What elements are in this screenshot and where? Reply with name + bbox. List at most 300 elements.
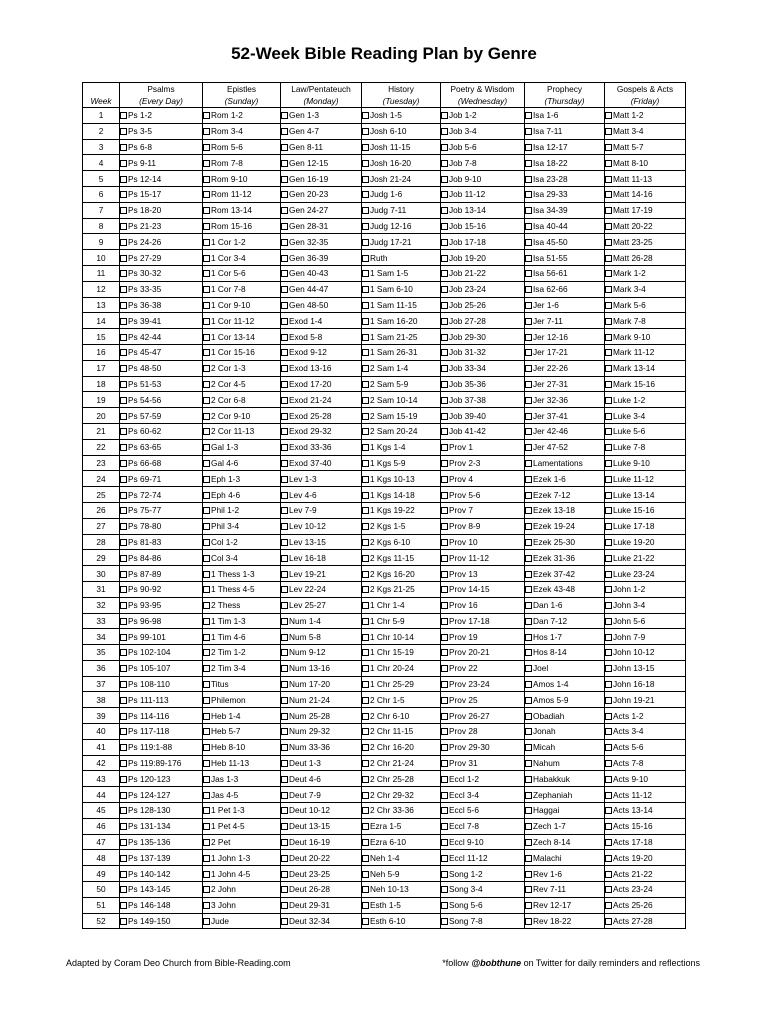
reading-cell[interactable]: [362, 297, 441, 313]
checkbox-icon[interactable]: [281, 823, 288, 830]
checkbox-icon[interactable]: [525, 902, 532, 909]
checkbox-icon[interactable]: [605, 365, 612, 372]
reading-cell[interactable]: [441, 250, 525, 266]
checkbox-icon[interactable]: [525, 713, 532, 720]
checkbox-icon[interactable]: [441, 649, 448, 656]
reading-cell[interactable]: [362, 897, 441, 913]
reading-cell[interactable]: [203, 581, 281, 597]
reading-cell[interactable]: [525, 882, 605, 898]
checkbox-icon[interactable]: [120, 191, 127, 198]
reading-cell[interactable]: [203, 455, 281, 471]
reading-cell[interactable]: [605, 676, 686, 692]
reading-cell[interactable]: [441, 787, 525, 803]
checkbox-icon[interactable]: [605, 713, 612, 720]
reading-cell[interactable]: [203, 439, 281, 455]
reading-cell[interactable]: [203, 313, 281, 329]
reading-cell[interactable]: [441, 408, 525, 424]
reading-cell[interactable]: [441, 234, 525, 250]
checkbox-icon[interactable]: [120, 728, 127, 735]
checkbox-icon[interactable]: [362, 239, 369, 246]
checkbox-icon[interactable]: [362, 792, 369, 799]
checkbox-icon[interactable]: [605, 681, 612, 688]
reading-cell[interactable]: [441, 660, 525, 676]
checkbox-icon[interactable]: [203, 634, 210, 641]
checkbox-icon[interactable]: [281, 144, 288, 151]
checkbox-icon[interactable]: [525, 460, 532, 467]
reading-cell[interactable]: [203, 471, 281, 487]
checkbox-icon[interactable]: [441, 286, 448, 293]
reading-cell[interactable]: [441, 439, 525, 455]
reading-cell[interactable]: [441, 834, 525, 850]
reading-cell[interactable]: [525, 250, 605, 266]
checkbox-icon[interactable]: [362, 318, 369, 325]
reading-cell[interactable]: [605, 724, 686, 740]
reading-cell[interactable]: [362, 471, 441, 487]
checkbox-icon[interactable]: [441, 539, 448, 546]
checkbox-icon[interactable]: [605, 128, 612, 135]
checkbox-icon[interactable]: [120, 602, 127, 609]
checkbox-icon[interactable]: [203, 255, 210, 262]
reading-cell[interactable]: [203, 613, 281, 629]
reading-cell[interactable]: [203, 139, 281, 155]
reading-cell[interactable]: [203, 265, 281, 281]
checkbox-icon[interactable]: [120, 839, 127, 846]
reading-cell[interactable]: [281, 676, 362, 692]
reading-cell[interactable]: [605, 171, 686, 187]
reading-cell[interactable]: [362, 139, 441, 155]
reading-cell[interactable]: [441, 329, 525, 345]
reading-cell[interactable]: [281, 155, 362, 171]
reading-cell[interactable]: [120, 108, 203, 124]
checkbox-icon[interactable]: [441, 507, 448, 514]
checkbox-icon[interactable]: [203, 444, 210, 451]
reading-cell[interactable]: [441, 566, 525, 582]
reading-cell[interactable]: [605, 455, 686, 471]
reading-cell[interactable]: [605, 787, 686, 803]
checkbox-icon[interactable]: [441, 270, 448, 277]
checkbox-icon[interactable]: [281, 918, 288, 925]
reading-cell[interactable]: [281, 550, 362, 566]
reading-cell[interactable]: [441, 487, 525, 503]
checkbox-icon[interactable]: [120, 618, 127, 625]
reading-cell[interactable]: [203, 566, 281, 582]
checkbox-icon[interactable]: [203, 697, 210, 704]
checkbox-icon[interactable]: [605, 586, 612, 593]
reading-cell[interactable]: [281, 850, 362, 866]
checkbox-icon[interactable]: [281, 776, 288, 783]
reading-cell[interactable]: [362, 771, 441, 787]
reading-cell[interactable]: [605, 439, 686, 455]
reading-cell[interactable]: [120, 313, 203, 329]
checkbox-icon[interactable]: [525, 160, 532, 167]
checkbox-icon[interactable]: [203, 191, 210, 198]
reading-cell[interactable]: [120, 534, 203, 550]
reading-cell[interactable]: [362, 660, 441, 676]
reading-cell[interactable]: [203, 408, 281, 424]
checkbox-icon[interactable]: [441, 760, 448, 767]
checkbox-icon[interactable]: [281, 365, 288, 372]
reading-cell[interactable]: [441, 882, 525, 898]
reading-cell[interactable]: [605, 186, 686, 202]
reading-cell[interactable]: [525, 471, 605, 487]
reading-cell[interactable]: [605, 708, 686, 724]
reading-cell[interactable]: [362, 882, 441, 898]
reading-cell[interactable]: [120, 676, 203, 692]
checkbox-icon[interactable]: [525, 286, 532, 293]
reading-cell[interactable]: [120, 818, 203, 834]
checkbox-icon[interactable]: [203, 476, 210, 483]
checkbox-icon[interactable]: [362, 555, 369, 562]
checkbox-icon[interactable]: [120, 586, 127, 593]
reading-cell[interactable]: [203, 850, 281, 866]
reading-cell[interactable]: [362, 818, 441, 834]
checkbox-icon[interactable]: [362, 302, 369, 309]
reading-cell[interactable]: [362, 692, 441, 708]
checkbox-icon[interactable]: [120, 886, 127, 893]
reading-cell[interactable]: [120, 882, 203, 898]
reading-cell[interactable]: [120, 297, 203, 313]
checkbox-icon[interactable]: [203, 744, 210, 751]
checkbox-icon[interactable]: [441, 223, 448, 230]
reading-cell[interactable]: [441, 155, 525, 171]
checkbox-icon[interactable]: [525, 634, 532, 641]
checkbox-icon[interactable]: [525, 318, 532, 325]
checkbox-icon[interactable]: [362, 713, 369, 720]
checkbox-icon[interactable]: [203, 428, 210, 435]
reading-cell[interactable]: [605, 818, 686, 834]
checkbox-icon[interactable]: [525, 760, 532, 767]
checkbox-icon[interactable]: [605, 112, 612, 119]
checkbox-icon[interactable]: [362, 523, 369, 530]
checkbox-icon[interactable]: [605, 523, 612, 530]
checkbox-icon[interactable]: [441, 239, 448, 246]
reading-cell[interactable]: [120, 866, 203, 882]
reading-cell[interactable]: [120, 155, 203, 171]
checkbox-icon[interactable]: [281, 902, 288, 909]
reading-cell[interactable]: [120, 265, 203, 281]
reading-cell[interactable]: [362, 202, 441, 218]
reading-cell[interactable]: [525, 360, 605, 376]
reading-cell[interactable]: [203, 818, 281, 834]
reading-cell[interactable]: [281, 581, 362, 597]
reading-cell[interactable]: [441, 739, 525, 755]
checkbox-icon[interactable]: [525, 397, 532, 404]
checkbox-icon[interactable]: [525, 697, 532, 704]
reading-cell[interactable]: [525, 897, 605, 913]
checkbox-icon[interactable]: [120, 571, 127, 578]
reading-cell[interactable]: [605, 423, 686, 439]
checkbox-icon[interactable]: [362, 618, 369, 625]
reading-cell[interactable]: [281, 613, 362, 629]
checkbox-icon[interactable]: [525, 886, 532, 893]
reading-cell[interactable]: [120, 502, 203, 518]
reading-cell[interactable]: [120, 392, 203, 408]
reading-cell[interactable]: [525, 155, 605, 171]
checkbox-icon[interactable]: [203, 776, 210, 783]
checkbox-icon[interactable]: [203, 871, 210, 878]
checkbox-icon[interactable]: [605, 444, 612, 451]
checkbox-icon[interactable]: [525, 792, 532, 799]
reading-cell[interactable]: [441, 218, 525, 234]
reading-cell[interactable]: [362, 171, 441, 187]
reading-cell[interactable]: [281, 376, 362, 392]
checkbox-icon[interactable]: [203, 728, 210, 735]
checkbox-icon[interactable]: [362, 160, 369, 167]
reading-cell[interactable]: [441, 676, 525, 692]
reading-cell[interactable]: [441, 376, 525, 392]
checkbox-icon[interactable]: [281, 112, 288, 119]
reading-cell[interactable]: [441, 692, 525, 708]
reading-cell[interactable]: [281, 250, 362, 266]
checkbox-icon[interactable]: [120, 397, 127, 404]
reading-cell[interactable]: [203, 534, 281, 550]
checkbox-icon[interactable]: [120, 476, 127, 483]
reading-cell[interactable]: [281, 186, 362, 202]
reading-cell[interactable]: [362, 313, 441, 329]
checkbox-icon[interactable]: [362, 744, 369, 751]
checkbox-icon[interactable]: [203, 318, 210, 325]
checkbox-icon[interactable]: [605, 176, 612, 183]
checkbox-icon[interactable]: [525, 571, 532, 578]
reading-cell[interactable]: [281, 866, 362, 882]
checkbox-icon[interactable]: [281, 176, 288, 183]
reading-cell[interactable]: [203, 550, 281, 566]
checkbox-icon[interactable]: [281, 444, 288, 451]
reading-cell[interactable]: [441, 455, 525, 471]
reading-cell[interactable]: [525, 818, 605, 834]
reading-cell[interactable]: [281, 455, 362, 471]
reading-cell[interactable]: [441, 502, 525, 518]
checkbox-icon[interactable]: [281, 492, 288, 499]
checkbox-icon[interactable]: [441, 744, 448, 751]
reading-cell[interactable]: [203, 803, 281, 819]
reading-cell[interactable]: [120, 376, 203, 392]
reading-cell[interactable]: [525, 534, 605, 550]
reading-cell[interactable]: [441, 202, 525, 218]
reading-cell[interactable]: [525, 850, 605, 866]
reading-cell[interactable]: [203, 676, 281, 692]
checkbox-icon[interactable]: [362, 665, 369, 672]
checkbox-icon[interactable]: [362, 492, 369, 499]
reading-cell[interactable]: [203, 739, 281, 755]
checkbox-icon[interactable]: [203, 128, 210, 135]
reading-cell[interactable]: [120, 581, 203, 597]
reading-cell[interactable]: [441, 897, 525, 913]
reading-cell[interactable]: [281, 724, 362, 740]
checkbox-icon[interactable]: [525, 492, 532, 499]
reading-cell[interactable]: [605, 755, 686, 771]
reading-cell[interactable]: [605, 329, 686, 345]
checkbox-icon[interactable]: [441, 792, 448, 799]
checkbox-icon[interactable]: [525, 539, 532, 546]
reading-cell[interactable]: [362, 739, 441, 755]
reading-cell[interactable]: [281, 913, 362, 929]
checkbox-icon[interactable]: [605, 191, 612, 198]
checkbox-icon[interactable]: [281, 571, 288, 578]
checkbox-icon[interactable]: [525, 776, 532, 783]
reading-cell[interactable]: [281, 265, 362, 281]
checkbox-icon[interactable]: [525, 128, 532, 135]
checkbox-icon[interactable]: [362, 191, 369, 198]
reading-cell[interactable]: [203, 155, 281, 171]
checkbox-icon[interactable]: [281, 270, 288, 277]
checkbox-icon[interactable]: [120, 555, 127, 562]
reading-cell[interactable]: [281, 755, 362, 771]
reading-cell[interactable]: [441, 139, 525, 155]
reading-cell[interactable]: [525, 708, 605, 724]
reading-cell[interactable]: [120, 171, 203, 187]
checkbox-icon[interactable]: [120, 649, 127, 656]
reading-cell[interactable]: [605, 218, 686, 234]
reading-cell[interactable]: [120, 186, 203, 202]
reading-cell[interactable]: [525, 202, 605, 218]
checkbox-icon[interactable]: [441, 302, 448, 309]
checkbox-icon[interactable]: [605, 507, 612, 514]
checkbox-icon[interactable]: [362, 571, 369, 578]
reading-cell[interactable]: [281, 660, 362, 676]
reading-cell[interactable]: [525, 787, 605, 803]
reading-cell[interactable]: [441, 313, 525, 329]
checkbox-icon[interactable]: [362, 681, 369, 688]
checkbox-icon[interactable]: [362, 207, 369, 214]
checkbox-icon[interactable]: [203, 855, 210, 862]
reading-cell[interactable]: [362, 755, 441, 771]
checkbox-icon[interactable]: [362, 270, 369, 277]
checkbox-icon[interactable]: [525, 176, 532, 183]
checkbox-icon[interactable]: [525, 476, 532, 483]
reading-cell[interactable]: [120, 897, 203, 913]
checkbox-icon[interactable]: [120, 160, 127, 167]
reading-cell[interactable]: [362, 708, 441, 724]
checkbox-icon[interactable]: [525, 255, 532, 262]
reading-cell[interactable]: [605, 202, 686, 218]
checkbox-icon[interactable]: [441, 823, 448, 830]
reading-cell[interactable]: [281, 645, 362, 661]
checkbox-icon[interactable]: [120, 365, 127, 372]
reading-cell[interactable]: [203, 392, 281, 408]
reading-cell[interactable]: [525, 408, 605, 424]
reading-cell[interactable]: [362, 866, 441, 882]
reading-cell[interactable]: [203, 360, 281, 376]
reading-cell[interactable]: [362, 787, 441, 803]
checkbox-icon[interactable]: [120, 713, 127, 720]
reading-cell[interactable]: [362, 613, 441, 629]
checkbox-icon[interactable]: [605, 334, 612, 341]
checkbox-icon[interactable]: [281, 665, 288, 672]
checkbox-icon[interactable]: [441, 602, 448, 609]
reading-cell[interactable]: [525, 613, 605, 629]
reading-cell[interactable]: [525, 660, 605, 676]
checkbox-icon[interactable]: [362, 649, 369, 656]
reading-cell[interactable]: [281, 518, 362, 534]
reading-cell[interactable]: [362, 676, 441, 692]
checkbox-icon[interactable]: [120, 681, 127, 688]
checkbox-icon[interactable]: [441, 839, 448, 846]
reading-cell[interactable]: [605, 250, 686, 266]
checkbox-icon[interactable]: [281, 697, 288, 704]
reading-cell[interactable]: [605, 123, 686, 139]
reading-cell[interactable]: [525, 550, 605, 566]
checkbox-icon[interactable]: [120, 460, 127, 467]
reading-cell[interactable]: [203, 787, 281, 803]
checkbox-icon[interactable]: [362, 223, 369, 230]
reading-cell[interactable]: [605, 739, 686, 755]
reading-cell[interactable]: [605, 882, 686, 898]
checkbox-icon[interactable]: [281, 539, 288, 546]
checkbox-icon[interactable]: [281, 523, 288, 530]
checkbox-icon[interactable]: [281, 760, 288, 767]
checkbox-icon[interactable]: [605, 728, 612, 735]
reading-cell[interactable]: [362, 518, 441, 534]
checkbox-icon[interactable]: [441, 428, 448, 435]
checkbox-icon[interactable]: [281, 855, 288, 862]
checkbox-icon[interactable]: [441, 886, 448, 893]
checkbox-icon[interactable]: [120, 665, 127, 672]
checkbox-icon[interactable]: [605, 618, 612, 625]
checkbox-icon[interactable]: [441, 413, 448, 420]
reading-cell[interactable]: [281, 171, 362, 187]
reading-cell[interactable]: [525, 281, 605, 297]
reading-cell[interactable]: [120, 123, 203, 139]
reading-cell[interactable]: [525, 866, 605, 882]
reading-cell[interactable]: [120, 344, 203, 360]
checkbox-icon[interactable]: [525, 744, 532, 751]
checkbox-icon[interactable]: [441, 665, 448, 672]
reading-cell[interactable]: [605, 897, 686, 913]
checkbox-icon[interactable]: [120, 634, 127, 641]
reading-cell[interactable]: [120, 613, 203, 629]
checkbox-icon[interactable]: [203, 918, 210, 925]
checkbox-icon[interactable]: [605, 697, 612, 704]
checkbox-icon[interactable]: [441, 918, 448, 925]
checkbox-icon[interactable]: [203, 460, 210, 467]
checkbox-icon[interactable]: [441, 902, 448, 909]
reading-cell[interactable]: [605, 629, 686, 645]
reading-cell[interactable]: [120, 139, 203, 155]
checkbox-icon[interactable]: [203, 112, 210, 119]
reading-cell[interactable]: [605, 344, 686, 360]
reading-cell[interactable]: [203, 281, 281, 297]
checkbox-icon[interactable]: [362, 397, 369, 404]
checkbox-icon[interactable]: [525, 555, 532, 562]
checkbox-icon[interactable]: [605, 871, 612, 878]
reading-cell[interactable]: [441, 755, 525, 771]
checkbox-icon[interactable]: [120, 855, 127, 862]
checkbox-icon[interactable]: [120, 697, 127, 704]
reading-cell[interactable]: [120, 645, 203, 661]
checkbox-icon[interactable]: [525, 270, 532, 277]
reading-cell[interactable]: [525, 186, 605, 202]
checkbox-icon[interactable]: [203, 523, 210, 530]
reading-cell[interactable]: [441, 818, 525, 834]
checkbox-icon[interactable]: [362, 476, 369, 483]
checkbox-icon[interactable]: [362, 807, 369, 814]
reading-cell[interactable]: [203, 487, 281, 503]
reading-cell[interactable]: [281, 597, 362, 613]
checkbox-icon[interactable]: [441, 112, 448, 119]
checkbox-icon[interactable]: [281, 255, 288, 262]
checkbox-icon[interactable]: [605, 239, 612, 246]
checkbox-icon[interactable]: [120, 744, 127, 751]
reading-cell[interactable]: [362, 487, 441, 503]
reading-cell[interactable]: [525, 392, 605, 408]
reading-cell[interactable]: [281, 897, 362, 913]
reading-cell[interactable]: [281, 344, 362, 360]
checkbox-icon[interactable]: [281, 792, 288, 799]
checkbox-icon[interactable]: [120, 128, 127, 135]
reading-cell[interactable]: [525, 423, 605, 439]
reading-cell[interactable]: [605, 550, 686, 566]
